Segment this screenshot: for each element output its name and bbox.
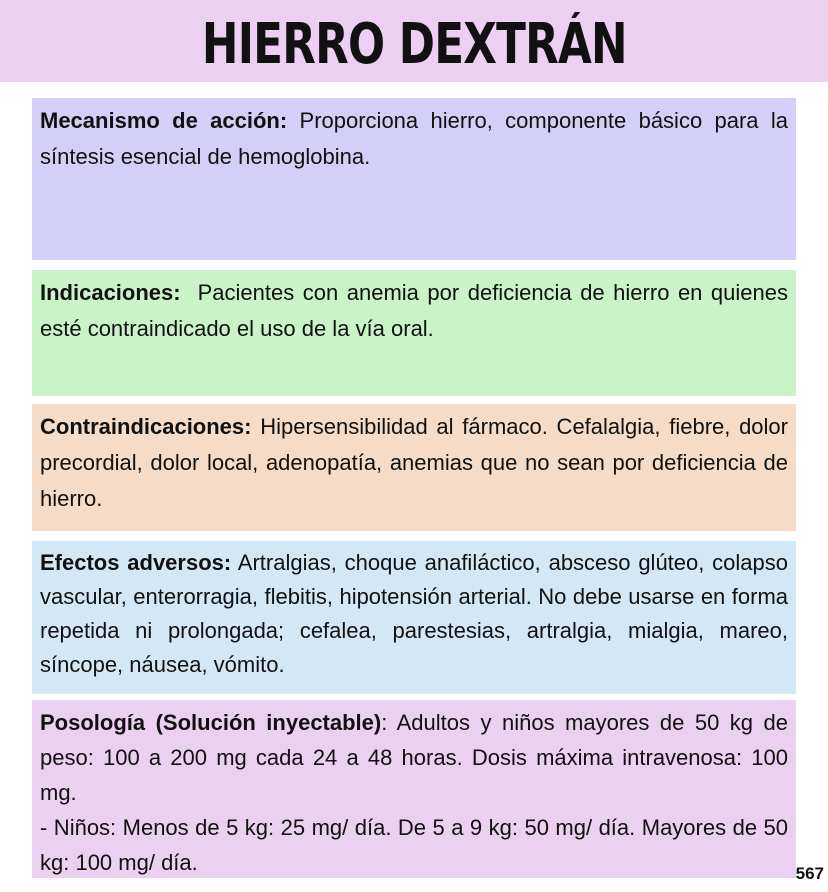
mechanism-section (32, 98, 796, 260)
contraindications-section (32, 404, 796, 531)
adverse-effects-section (32, 541, 796, 694)
mechanism-label: Mecanismo de acción: (40, 108, 288, 133)
adverse-effects-label: Efectos adversos: (40, 550, 232, 575)
indications-label: Indicaciones: (40, 280, 181, 305)
dosage-section (32, 700, 796, 878)
dosage-label: Posología (Solución inyectable) (40, 710, 382, 735)
adverse-effects-text: Artralgias, choque anafiláctico, absceso glúteo, colapso vascular, enterorragia, flebitis, hipotensión arterial. No debe usarse en forma repetida ni prolongada; cefalea, parestesias, artralgia, mialgia, mareo, síncope, náusea, vómito. (40, 550, 789, 677)
dosage-children-text: - Niños: Menos de 5 kg: 25 mg/ día. De 5 a 9 kg: 50 mg/ día. Mayores de 50 kg: 100 mg/ día. (40, 815, 788, 875)
page-number: 567 (795, 864, 824, 883)
title-banner (0, 0, 828, 82)
indications-section (32, 270, 796, 396)
contraindications-text: Hipersensibilidad al fármaco. Cefalalgia, fiebre, dolor precordial, dolor local, adenopatía, anemias que no sean por deficiencia de hierro. (40, 414, 788, 511)
mechanism-text: Proporciona hierro, componente básico para la síntesis esencial de hemoglobina. (40, 108, 788, 169)
indications-text: Pacientes con anemia por deficiencia de hierro en quienes esté contraindicado el uso de la vía oral. (40, 280, 795, 341)
dosage-text: : Adultos y niños mayores de 50 kg de peso: 100 a 200 mg cada 24 a 48 horas. Dosis máxima intravenosa: 100 mg. (40, 710, 789, 805)
page-title: HIERRO DEXTRÁN (201, 11, 627, 77)
contraindications-label: Contraindicaciones: (40, 414, 252, 439)
